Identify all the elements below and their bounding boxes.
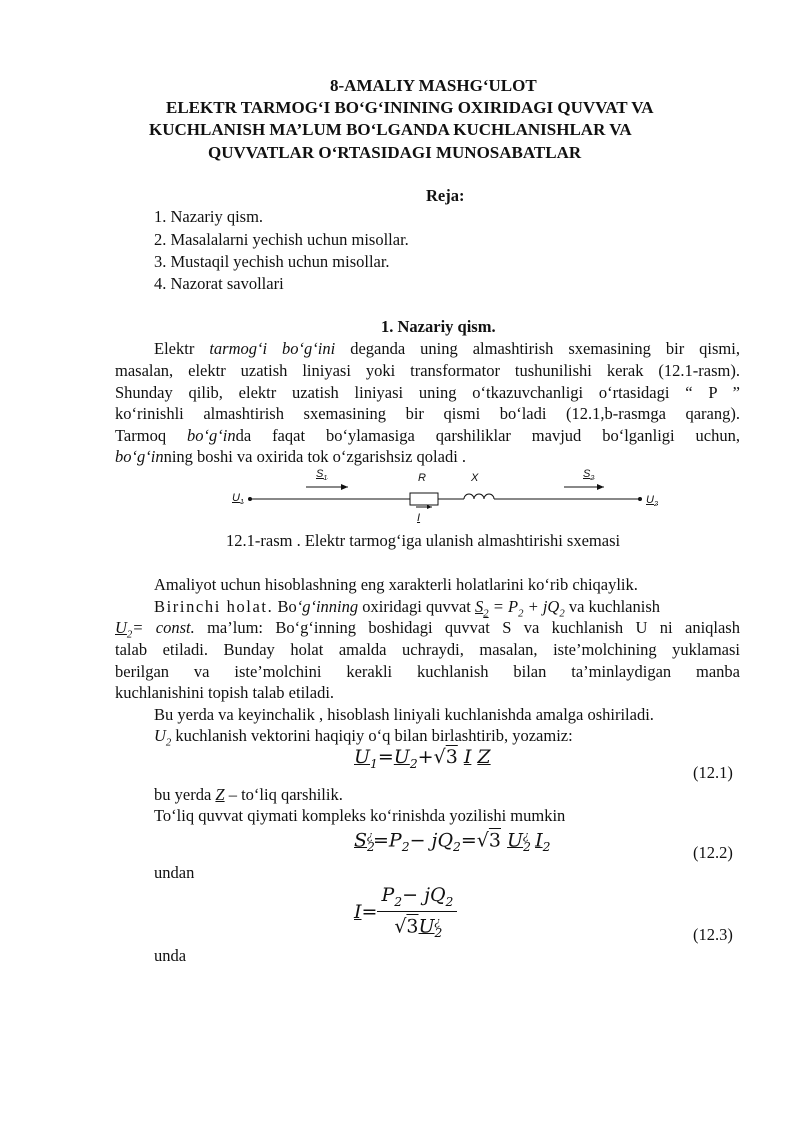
arrow-i-head-icon [427, 505, 432, 509]
paragraph-line: ko‘rinishli almashtirish sxemasining bir qismi bo‘ladi (12.1,b-rasmga qarang). [115, 404, 740, 423]
paragraph-line: Bu yerda va keyinchalik , hisoblash liniyali kuchlanishda amalga oshiriladi. [154, 705, 654, 724]
paragraph-line: To‘liq quvvat qiymati kompleks ko‘rinishda yozilishi mumkin [154, 806, 566, 825]
paragraph-line: Amaliyot uchun hisoblashning eng xarakterli holatlarini ko‘rib chiqaylik. [154, 575, 638, 594]
equation-number: (12.2) [693, 843, 733, 862]
plan-item: 2. Masalalarni yechish uchun misollar. [154, 230, 409, 249]
paragraph-line: bo‘g‘inning boshi va oxirida tok o‘zgarishsiz qoladi . [115, 447, 467, 466]
resistor-icon [410, 493, 438, 505]
paragraph-line: talab etiladi. Bunday holat amalda uchraydi, masalan, iste’molchining yuklamasi [115, 640, 740, 659]
paragraph-line: Elektr tarmog‘i bo‘g‘ini deganda uning almashtirish sxemasining bir qismi, [154, 339, 740, 358]
label-r: R [418, 472, 426, 484]
lesson-number: 8-AMALIY MASHG‘ULOT [330, 76, 537, 95]
equation-12-2: $S_2^¿=P_2- jQ_2=√3$ $U_2^¿$ $I_2$ [354, 828, 551, 855]
arrow-s1-head-icon [341, 484, 348, 490]
figure-caption: 12.1-rasm . Elektr tarmog‘iga ulanish almashtirishi sxemasi [226, 531, 621, 550]
node-start-icon [248, 497, 252, 501]
equation-12-3: I= $\frac{P_2- jQ_2}{√3U_2^¿}$ [354, 884, 457, 940]
title-line-2: KUCHLANISH MA’LUM BO‘LGANDA KUCHLANISHLAR VA [149, 120, 632, 139]
paragraph-line: $U_2$ kuchlanish vektorini haqiqiy o‘q bilan birlashtirib, yozamiz: [154, 726, 573, 749]
plan-title: Reja: [426, 186, 465, 205]
plan-item: 4. Nazorat savollari [154, 274, 284, 293]
plan-item: 1. Nazariy qism. [154, 207, 264, 226]
label-x: X [471, 472, 479, 484]
paragraph-line: masalan, elektr uzatish liniyasi yoki transformator tushunilishi kerak (12.1-rasm). [115, 361, 740, 380]
inductor-icon [464, 494, 494, 499]
title-line-3: QUVVATLAR O‘RTASIDAGI MUNOSABATLAR [208, 143, 582, 162]
label-i: I [417, 512, 421, 524]
arrow-s2-head-icon [597, 484, 604, 490]
fraction: $\frac{P_2- jQ_2}{√3U_2^¿}$ [377, 884, 457, 940]
paragraph-line: unda [154, 946, 187, 965]
paragraph-line: Tarmoq bo‘g‘inda faqat bo‘ylamasiga qarshiliklar mavjud bo‘lganligi uchun, [115, 426, 740, 445]
equation-number: (12.3) [693, 925, 733, 944]
label-u2: $U_2$ [646, 494, 658, 509]
paragraph-line: bu yerda Z – to‘liq qarshilik. [154, 785, 343, 804]
paragraph-line: berilgan va iste’molchini kerakli kuchlanish bilan ta’minlaydigan manba [115, 662, 740, 681]
paragraph-line: kuchlanishini topish talab etiladi. [115, 683, 335, 702]
equation-number: (12.1) [693, 763, 733, 782]
node-end-icon [638, 497, 642, 501]
circuit-diagram [220, 462, 680, 528]
paragraph-line: undan [154, 863, 195, 882]
paragraph-line: Birinchi holat. Bo‘g‘inning oxiridagi quvvat $S_2 = P_2 + jQ_2$ va kuchlanish [154, 597, 660, 620]
section-heading: 1. Nazariy qism. [381, 317, 496, 336]
label-s2: $S_2$ [583, 468, 595, 483]
plan-item: 3. Mustaqil yechish uchun misollar. [154, 252, 390, 271]
paragraph-line: $U_2=$ const. ma’lum: Bo‘g‘inning boshidagi quvvat S va kuchlanish U ni aniqlash [115, 618, 740, 641]
title-line-1: ELEKTR TARMOG‘I BO‘G‘ININING OXIRIDAGI QUVVAT VA [166, 98, 654, 117]
paragraph-line: Shunday qilib, elektr uzatish liniyasi uning o‘tkazuvchanligi o‘rtasidagi “ P ” [115, 383, 740, 402]
equation-12-1: $U_1=U_2+√3$ I Z [354, 746, 491, 771]
label-s1: $S_1$ [316, 468, 328, 483]
label-u1: $U_1$ [232, 492, 244, 507]
